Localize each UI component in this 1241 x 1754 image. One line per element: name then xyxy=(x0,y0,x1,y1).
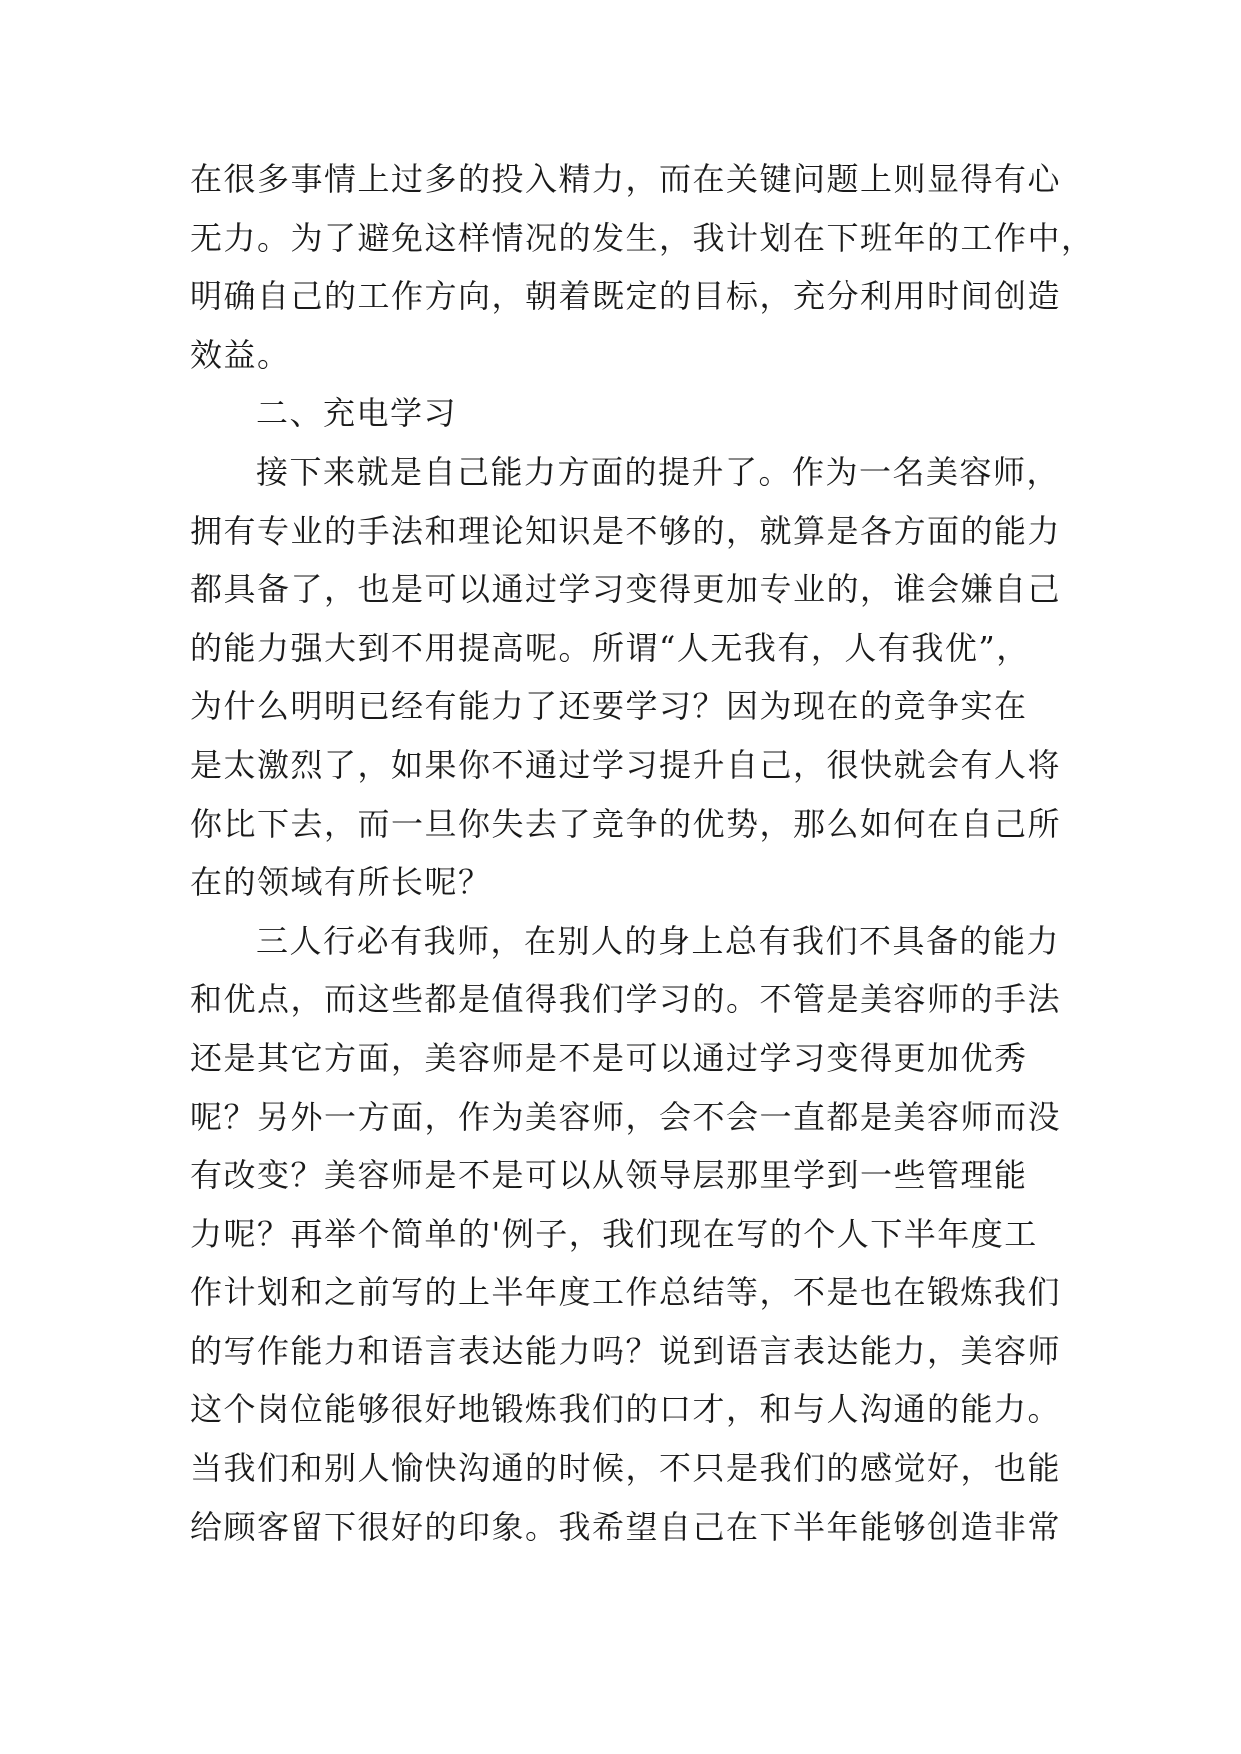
text-line: 还是其它方面，美容师是不是可以通过学习变得更加优秀 xyxy=(190,1038,1028,1077)
text-line: 的能力强大到不用提高呢。所谓“人无我有，人有我优”， xyxy=(190,628,1030,667)
body-text xyxy=(190,150,1095,1556)
text-line: 这个岗位能够很好地锻炼我们的口才，和与人沟通的能力。 xyxy=(190,1390,1062,1429)
text-line: 力呢？再举个简单的'例子，我们现在写的个人下半年度工 xyxy=(190,1214,1038,1253)
text-line: 拥有专业的手法和理论知识是不够的，就算是各方面的能力 xyxy=(190,511,1062,550)
text-line: 和优点，而这些都是值得我们学习的。不管是美容师的手法 xyxy=(190,980,1062,1019)
text-line: 为什么明明已经有能力了还要学习？因为现在的竞争实在 xyxy=(190,687,1028,726)
paragraph-start-line: 二、充电学习 xyxy=(256,394,458,433)
text-line: 明确自己的工作方向，朝着既定的目标，充分利用时间创造 xyxy=(190,277,1062,316)
text-line: 在很多事情上过多的投入精力，而在关键问题上则显得有心 xyxy=(190,160,1062,198)
text-line: 都具备了，也是可以通过学习变得更加专业的，谁会嫌自己 xyxy=(190,570,1062,609)
text-line: 当我们和别人愉快沟通的时候，不只是我们的感觉好，也能 xyxy=(190,1449,1062,1488)
text-line: 作计划和之前写的上半年度工作总结等，不是也在锻炼我们 xyxy=(190,1273,1062,1312)
paragraph-start-line: 三人行必有我师，在别人的身上总有我们不具备的能力 xyxy=(256,921,1061,960)
text-line: 是太激烈了，如果你不通过学习提升自己，很快就会有人将 xyxy=(190,745,1062,784)
text-line: 有改变？美容师是不是可以从领导层那里学到一些管理能 xyxy=(190,1156,1028,1195)
text-line: 你比下去，而一旦你失去了竞争的优势，那么如何在自己所 xyxy=(190,804,1062,843)
text-line: 效益。 xyxy=(190,335,291,374)
text-line: 在的领域有所长呢？ xyxy=(190,863,492,902)
text-line: 无力。为了避免这样情况的发生，我计划在下班年的工作中， xyxy=(190,218,1095,257)
text-line: 呢？另外一方面，作为美容师，会不会一直都是美容师而没 xyxy=(190,1097,1062,1136)
text-line: 给顾客留下很好的印象。我希望自己在下半年能够创造非常 xyxy=(190,1507,1062,1546)
paragraph-start-line: 接下来就是自己能力方面的提升了。作为一名美容师， xyxy=(256,452,1061,491)
text-line: 的写作能力和语言表达能力吗？说到语言表达能力，美容师 xyxy=(190,1331,1062,1370)
